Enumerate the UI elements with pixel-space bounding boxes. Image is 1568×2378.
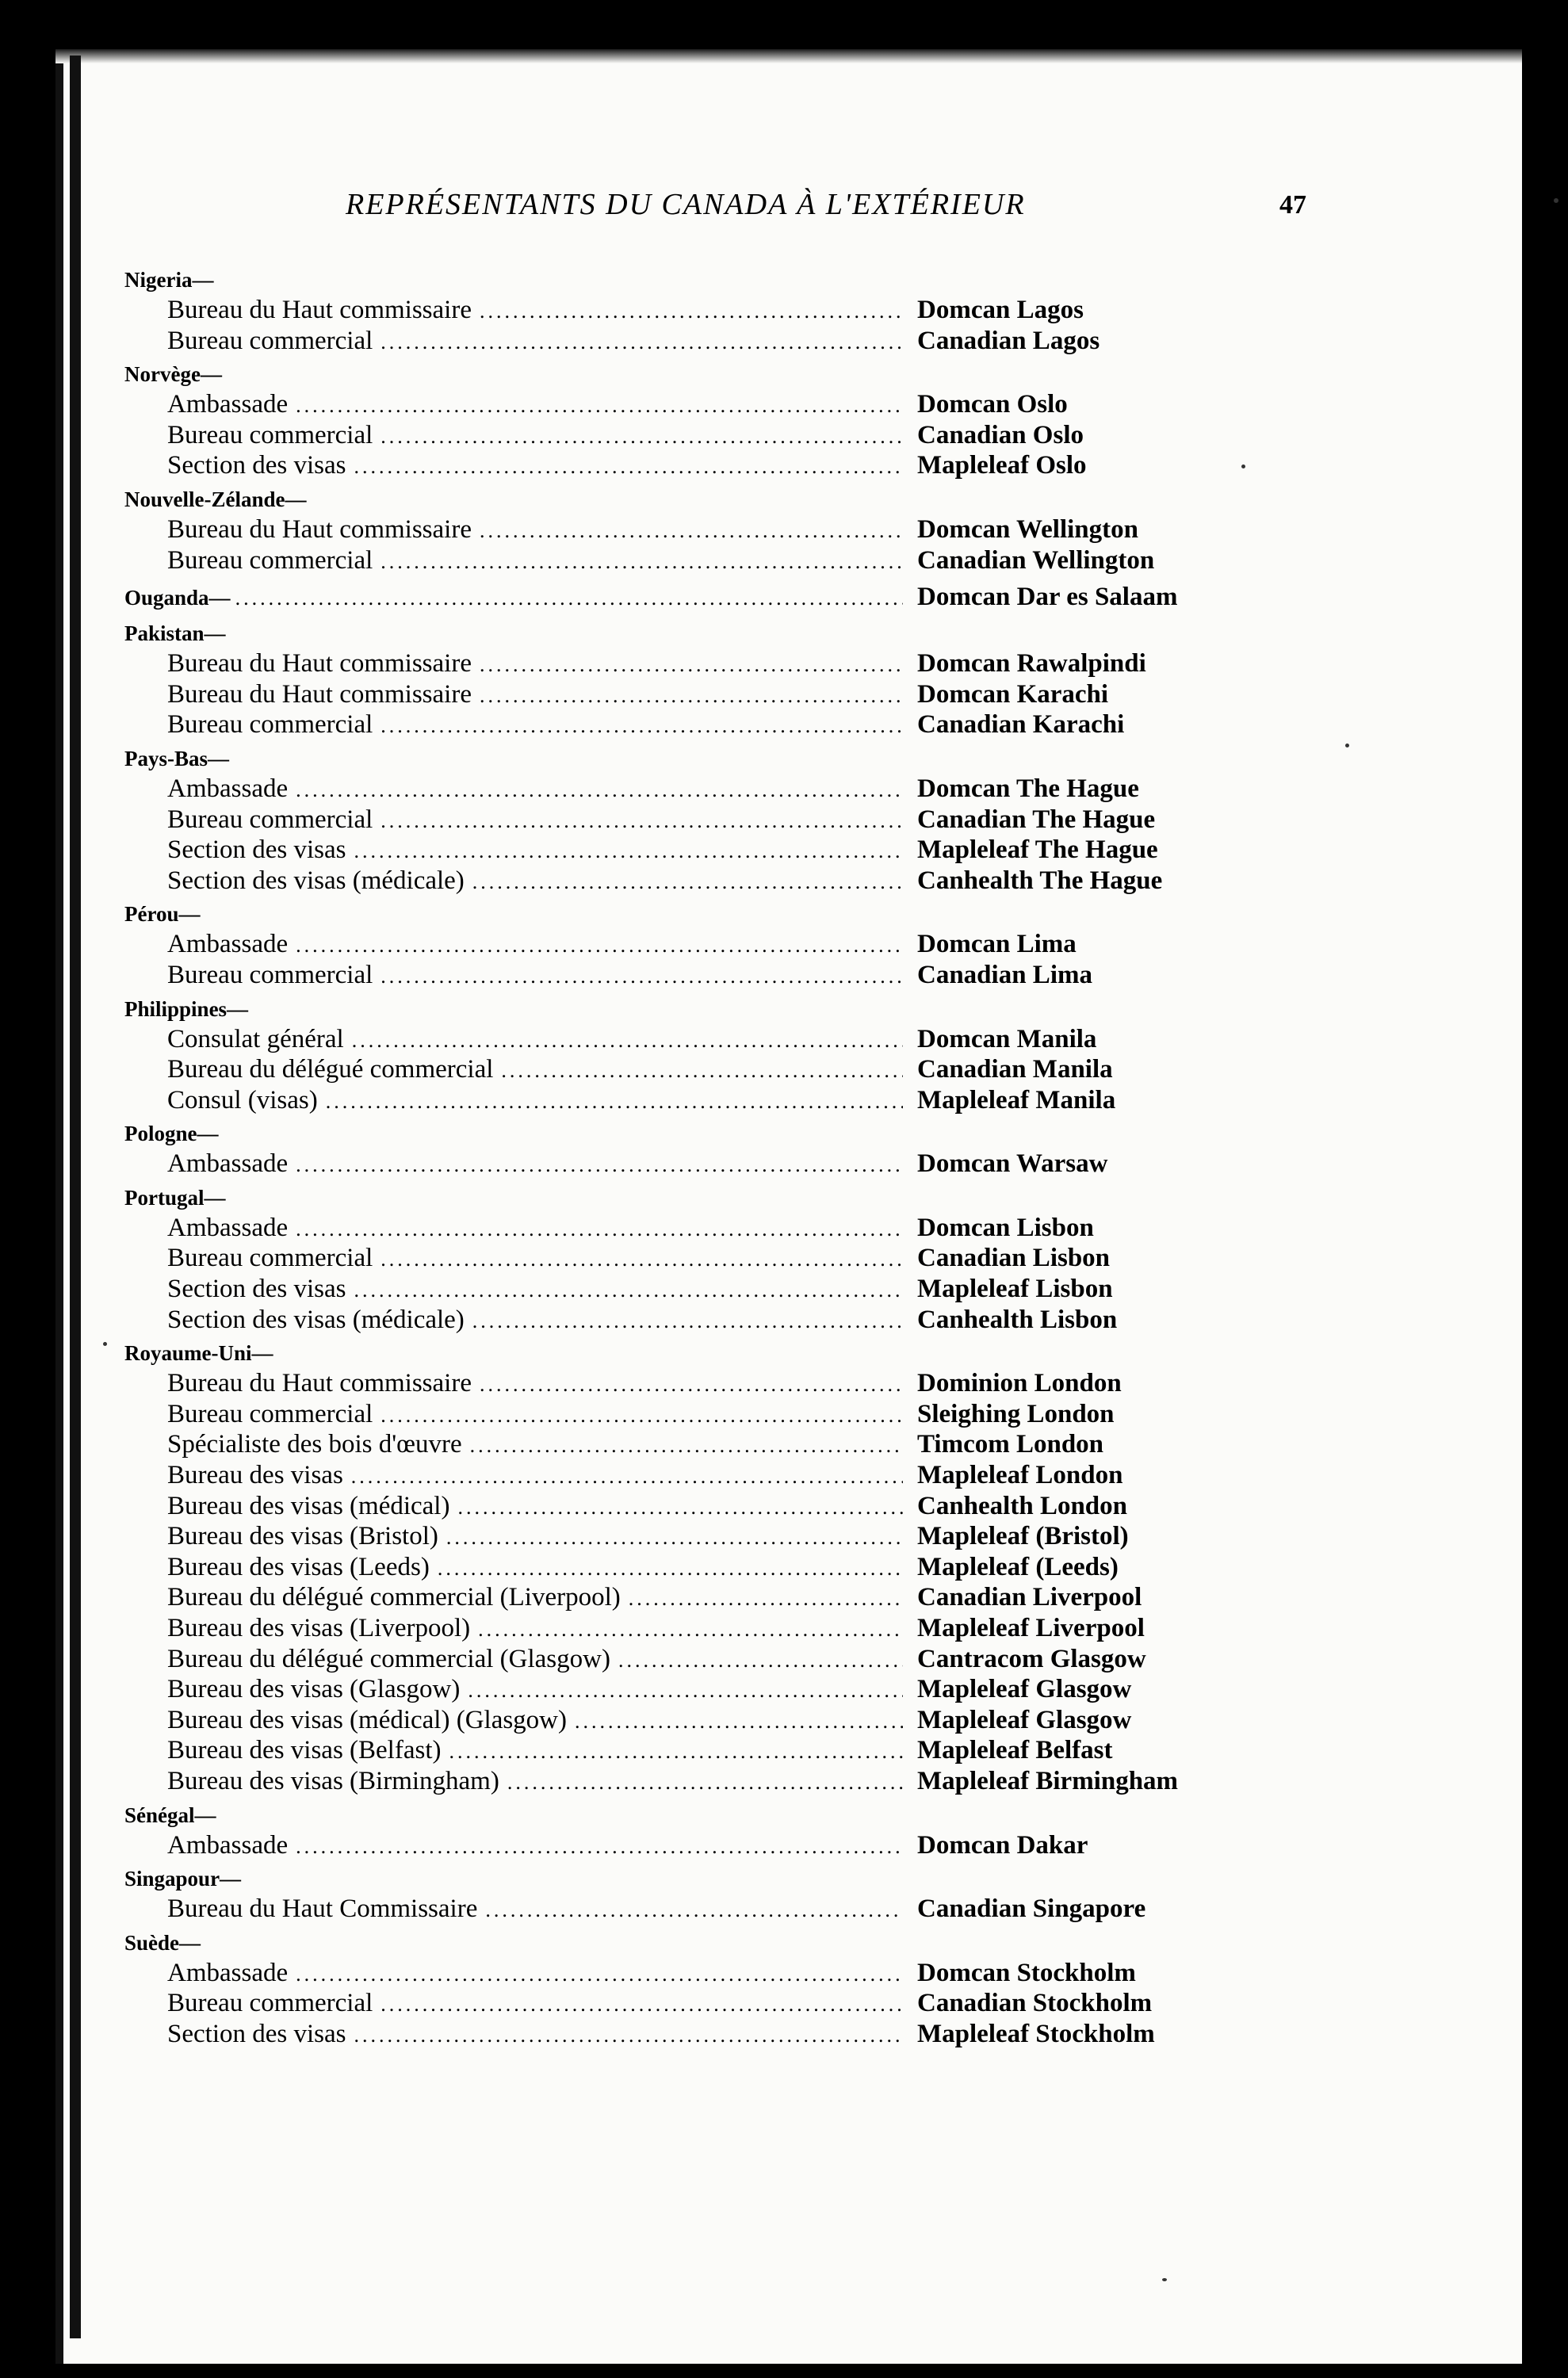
dot-leader (449, 1737, 904, 1768)
dot-leader (351, 1462, 903, 1493)
dot-leader (618, 1646, 903, 1676)
dot-leader (438, 1554, 903, 1585)
office-label: Bureau des visas (médical) (167, 1491, 450, 1520)
cable-address: Canadian Wellington (917, 545, 1155, 575)
dot-leader (381, 327, 903, 358)
dot-leader (381, 962, 903, 992)
cable-address: Canhealth London (917, 1491, 1128, 1520)
entry-row (124, 1243, 1218, 1274)
country-section (124, 1800, 1218, 1861)
dot-leader (457, 1493, 903, 1524)
entry-row (124, 1024, 1218, 1055)
country-name: Suède— (124, 1930, 201, 1955)
cable-address: Domcan Dar es Salaam (917, 583, 1178, 612)
country-inline-row (124, 579, 1218, 615)
country-section (124, 1338, 1218, 1796)
cable-address: Mapleleaf Stockholm (917, 2019, 1155, 2048)
cable-address: Domcan Warsaw (917, 1149, 1108, 1179)
office-label: Bureau commercial (167, 960, 373, 989)
office-label: Bureau des visas (Glasgow) (167, 1675, 461, 1704)
cable-address: Canadian Lisbon (917, 1244, 1111, 1273)
entry-row (124, 514, 1218, 545)
dot-leader (629, 1584, 903, 1615)
office-label: Ambassade (167, 774, 289, 803)
cable-address: Domcan The Hague (917, 774, 1139, 803)
country-name: Philippines— (124, 996, 249, 1021)
office-label: Ambassade (167, 390, 289, 419)
office-label: Section des visas (médicale) (167, 866, 465, 895)
country-name: Ouganda— (124, 586, 231, 610)
cable-address: Mapleleaf Manila (917, 1085, 1116, 1114)
country-name: Singapour— (124, 1867, 242, 1891)
scan-speck (1241, 465, 1245, 468)
office-label: Ambassade (167, 1958, 289, 1987)
dot-leader (478, 1615, 903, 1646)
office-label: Bureau du Haut commissaire (167, 649, 472, 679)
country-name: Sénégal— (124, 1803, 216, 1827)
dot-leader (296, 391, 903, 422)
dot-leader (354, 1275, 903, 1306)
entry-row (124, 389, 1218, 420)
page-number: 47 (1279, 190, 1306, 220)
cable-address: Dominion London (917, 1369, 1122, 1398)
entry-row (124, 774, 1218, 805)
office-label: Consulat général (167, 1024, 344, 1053)
entry-row (124, 1429, 1218, 1460)
scan-speck (1345, 744, 1349, 747)
office-label: Bureau des visas (Birmingham) (167, 1766, 499, 1795)
dot-leader (381, 1244, 903, 1275)
entry-row (124, 1894, 1218, 1925)
dot-leader (354, 452, 903, 483)
country-name: Pays-Bas— (124, 746, 230, 770)
dot-leader (472, 867, 903, 898)
entry-row (124, 1958, 1218, 1989)
dot-leader (507, 1768, 903, 1799)
cable-address: Canadian Stockholm (917, 1989, 1153, 2018)
office-label: Bureau commercial (167, 420, 373, 449)
country-section (124, 265, 1218, 356)
office-label: Bureau du Haut commissaire (167, 514, 472, 544)
cable-address: Domcan Dakar (917, 1830, 1088, 1860)
entry-row (124, 1460, 1218, 1491)
cable-address: Mapleleaf London (917, 1461, 1123, 1490)
entry-row (124, 1491, 1218, 1522)
office-label: Bureau commercial (167, 1989, 373, 2018)
office-label: Ambassade (167, 930, 289, 959)
entry-row (124, 1735, 1218, 1766)
cable-address: Mapleleaf Glasgow (917, 1705, 1132, 1734)
dot-leader (480, 681, 903, 712)
dot-leader (480, 516, 903, 547)
page-header (346, 187, 1305, 235)
scan-speck (103, 1342, 107, 1346)
cable-address: Mapleleaf (Bristol) (917, 1522, 1129, 1551)
entry-row (124, 1305, 1218, 1336)
dot-leader (354, 2021, 903, 2051)
entry-row (124, 326, 1218, 357)
entry-row (124, 679, 1218, 710)
cable-address: Mapleleaf Lisbon (917, 1275, 1113, 1304)
dot-leader (485, 1895, 903, 1926)
entry-row (124, 545, 1218, 576)
cable-address: Mapleleaf Oslo (917, 451, 1087, 480)
cable-address: Mapleleaf The Hague (917, 835, 1158, 865)
cable-address: Mapleleaf Glasgow (917, 1675, 1132, 1704)
office-label: Bureau du Haut commissaire (167, 1369, 472, 1398)
entry-row (124, 450, 1218, 481)
country-section (124, 1183, 1218, 1335)
entry-row (124, 1988, 1218, 2019)
cable-address: Domcan Wellington (917, 514, 1139, 544)
dot-leader (326, 1087, 903, 1118)
country-section (124, 994, 1218, 1116)
entry-row (124, 295, 1218, 326)
office-label: Spécialiste des bois d'œuvre (167, 1430, 462, 1459)
cable-address: Domcan Stockholm (917, 1958, 1136, 1987)
office-label: Bureau du délégué commercial (Glasgow) (167, 1644, 610, 1673)
country-name: Pérou— (124, 902, 201, 927)
dot-leader (235, 580, 903, 617)
country-name: Nigeria— (124, 268, 214, 292)
running-title: REPRÉSENTANTS DU CANADA À L'EXTÉRIEUR (346, 188, 1026, 221)
country-section (124, 899, 1218, 990)
cable-address: Domcan Oslo (917, 390, 1068, 419)
office-label: Bureau du Haut commissaire (167, 296, 472, 324)
office-label: Bureau des visas (Belfast) (167, 1736, 442, 1765)
dot-leader (480, 650, 903, 681)
dot-leader (296, 775, 903, 806)
office-label: Bureau commercial (167, 805, 373, 834)
entry-row (124, 929, 1218, 960)
dot-leader (480, 296, 903, 327)
office-label: Bureau des visas (167, 1461, 343, 1490)
office-label: Bureau des visas (Bristol) (167, 1522, 438, 1551)
entry-row (124, 1766, 1218, 1797)
entry-row (124, 648, 1218, 679)
cable-address: Canhealth The Hague (917, 866, 1163, 895)
office-label: Bureau des visas (Leeds) (167, 1552, 430, 1581)
dot-leader (446, 1523, 903, 1554)
country-name: Nouvelle-Zélande— (124, 487, 307, 511)
entry-row (124, 1213, 1218, 1244)
office-label: Bureau du Haut commissaire (167, 679, 472, 709)
cable-address: Cantracom Glasgow (917, 1644, 1146, 1673)
country-name: Pakistan— (124, 621, 226, 646)
dot-leader (381, 1990, 903, 2021)
office-label: Bureau commercial (167, 326, 373, 355)
country-section (124, 484, 1218, 575)
dot-leader (468, 1676, 903, 1707)
country-section (124, 1928, 1218, 2050)
dot-leader (472, 1306, 903, 1337)
dot-leader (352, 1026, 903, 1057)
entry-row (124, 1674, 1218, 1705)
office-label: Bureau du délégué commercial (167, 1055, 494, 1084)
cable-address: Mapleleaf (Leeds) (917, 1552, 1119, 1581)
cable-address: Canadian Manila (917, 1055, 1113, 1084)
cable-address: Domcan Manila (917, 1024, 1097, 1053)
office-label: Ambassade (167, 1213, 289, 1242)
binding-edge (70, 55, 81, 2338)
dot-leader (296, 1150, 903, 1181)
office-label: Section des visas (167, 835, 346, 865)
entry-row (124, 1054, 1218, 1085)
dot-leader (575, 1707, 903, 1738)
dot-leader (296, 1959, 903, 1990)
dot-leader (381, 422, 903, 453)
country-section (124, 1118, 1218, 1179)
country-name: Portugal— (124, 1185, 226, 1210)
entry-row (124, 1085, 1218, 1116)
entry-row (124, 1368, 1218, 1399)
office-label: Bureau commercial (167, 1399, 373, 1428)
office-label: Bureau commercial (167, 545, 373, 575)
cable-address: Canadian The Hague (917, 805, 1156, 834)
entry-row (124, 1644, 1218, 1675)
country-name: Royaume-Uni— (124, 1341, 273, 1366)
office-label: Bureau du Haut Commissaire (167, 1894, 478, 1924)
entry-row (124, 960, 1218, 991)
entry-row (124, 1613, 1218, 1644)
country-name: Norvège— (124, 362, 222, 387)
cable-address: Canadian Liverpool (917, 1583, 1142, 1612)
dot-leader (381, 806, 903, 837)
dot-leader (381, 711, 903, 742)
office-label: Consul (visas) (167, 1085, 318, 1114)
scan-speck (1554, 198, 1558, 203)
cable-address: Timcom London (917, 1430, 1104, 1459)
office-label: Bureau du délégué commercial (Liverpool) (167, 1583, 621, 1612)
country-name: Pologne— (124, 1122, 219, 1146)
office-label: Bureau commercial (167, 710, 373, 740)
dot-leader (381, 547, 903, 578)
cable-address: Domcan Lagos (917, 296, 1084, 324)
dot-leader (470, 1431, 903, 1462)
country-section (124, 744, 1218, 896)
dot-leader (501, 1056, 903, 1087)
dot-leader (354, 836, 903, 867)
entry-row (124, 1830, 1218, 1861)
cable-address: Domcan Lisbon (917, 1213, 1094, 1242)
country-section (124, 579, 1218, 615)
dot-leader (296, 1214, 903, 1245)
country-section (124, 1864, 1218, 1925)
cable-address: Canadian Karachi (917, 710, 1125, 740)
entry-row (124, 1705, 1218, 1736)
entry-row (124, 1274, 1218, 1305)
office-label: Section des visas (167, 451, 346, 480)
cable-address: Domcan Karachi (917, 679, 1109, 709)
entry-row (124, 709, 1218, 740)
office-label: Ambassade (167, 1149, 289, 1179)
page-top-shadow (55, 49, 1522, 63)
office-label: Section des visas (médicale) (167, 1305, 465, 1334)
entry-row (124, 866, 1218, 897)
scan-speck (1162, 2278, 1167, 2281)
entry-row (124, 1552, 1218, 1583)
entry-row (124, 805, 1218, 835)
cable-address: Sleighing London (917, 1399, 1115, 1428)
cable-address: Domcan Lima (917, 930, 1077, 959)
cable-address: Mapleleaf Belfast (917, 1736, 1113, 1765)
cable-address: Canadian Singapore (917, 1894, 1146, 1924)
office-label: Section des visas (167, 1275, 346, 1304)
entry-row (124, 420, 1218, 451)
entry-row (124, 835, 1218, 866)
entry-row (124, 2019, 1218, 2050)
cable-address: Canadian Oslo (917, 420, 1084, 449)
cable-address: Canhealth Lisbon (917, 1305, 1118, 1334)
entry-row (124, 1399, 1218, 1430)
office-label: Bureau des visas (médical) (Glasgow) (167, 1705, 568, 1734)
entry-row (124, 1521, 1218, 1552)
cable-address: Mapleleaf Birmingham (917, 1766, 1179, 1795)
representatives-directory (124, 265, 1218, 2053)
office-label: Section des visas (167, 2019, 346, 2048)
dot-leader (296, 1832, 903, 1863)
entry-row (124, 1149, 1218, 1179)
dot-leader (381, 1401, 903, 1432)
dot-leader (296, 931, 903, 962)
country-section (124, 618, 1218, 740)
cable-address: Mapleleaf Liverpool (917, 1614, 1145, 1642)
office-label: Ambassade (167, 1830, 289, 1860)
office-label: Bureau commercial (167, 1244, 373, 1273)
cable-address: Domcan Rawalpindi (917, 649, 1146, 679)
entry-row (124, 1582, 1218, 1613)
cable-address: Canadian Lima (917, 960, 1092, 989)
cable-address: Canadian Lagos (917, 326, 1100, 355)
office-label: Bureau des visas (Liverpool) (167, 1614, 471, 1642)
country-section (124, 359, 1218, 481)
dot-leader (480, 1370, 903, 1401)
